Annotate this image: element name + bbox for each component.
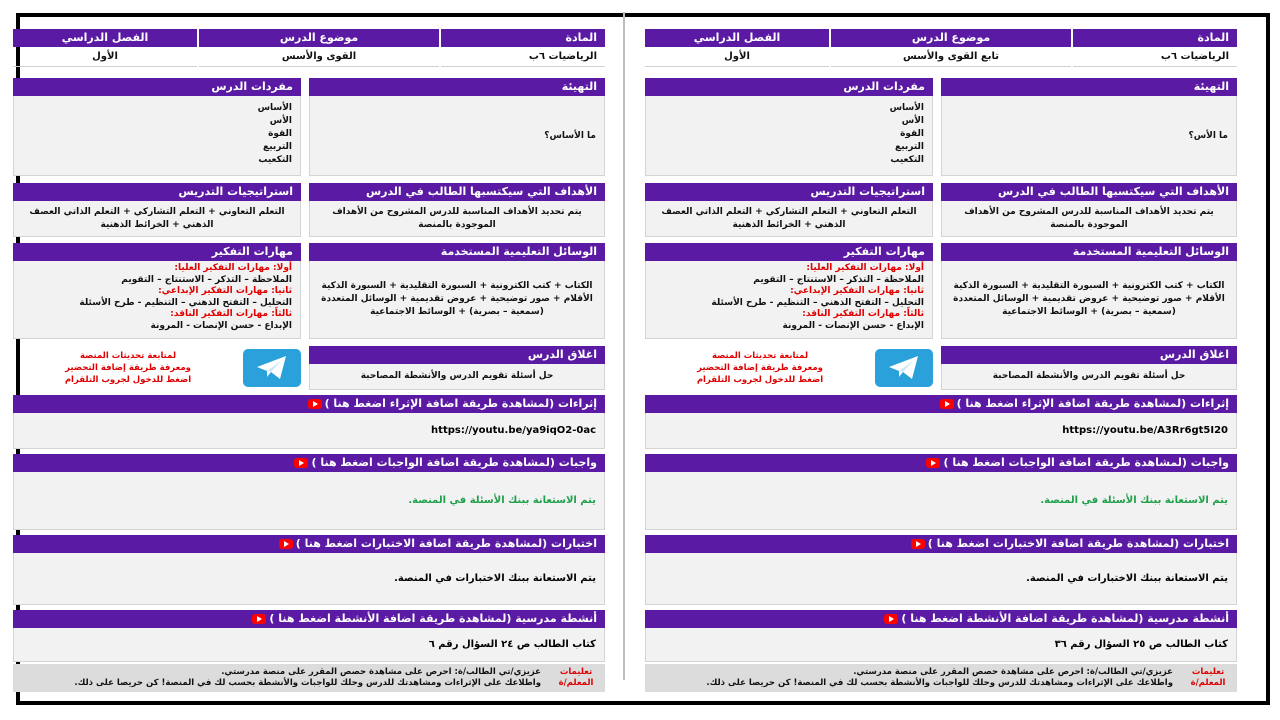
enrich-box (13, 413, 605, 449)
thinking-skills-2: التحليل – التفتح الذهني – التنظيم - طرح الأسئلة (79, 297, 292, 308)
telegram-icon[interactable] (875, 349, 933, 387)
enrich-video-link[interactable]: (لمشاهدة طريقة اضافة الإثراء اضغط هنا ) (324, 397, 555, 410)
youtube-icon[interactable] (940, 399, 954, 409)
subject-value: الرياضيات ٦ب (1073, 48, 1237, 67)
page-divider (623, 12, 625, 680)
thinking-level-2: ثانيا: مهارات التفكير الإبداعي: (158, 286, 292, 296)
goals-box (941, 201, 1237, 237)
goals-box (309, 201, 605, 237)
closing-text: حل أسئلة تقويم الدرس والأنشطة المصاحبة (360, 371, 554, 381)
col-topic-header: موضوع الدرس (199, 29, 439, 47)
vocab-header: مفردات الدرس (13, 78, 301, 96)
vocab-item: التكعيب (890, 155, 924, 165)
telegram-promo[interactable] (645, 348, 933, 388)
vocab-item: القوة (900, 129, 924, 139)
vocab-box (645, 96, 933, 176)
homework-video-link[interactable]: (لمشاهدة طريقة اضافة الواجبات اضغط هنا ) (943, 456, 1187, 469)
youtube-icon[interactable] (294, 458, 308, 468)
promo-line: ومعرفة طريقة إضافة التحضير (65, 363, 191, 373)
warmup-header: التهيئة (941, 78, 1237, 96)
homework-label: واجبات (1190, 456, 1229, 469)
warmup-box (941, 96, 1237, 176)
warmup-text: ما الأس؟ (1188, 130, 1228, 141)
telegram-promo-text[interactable] (685, 350, 835, 386)
tests-box (13, 553, 605, 605)
youtube-icon[interactable] (308, 399, 322, 409)
activities-header (645, 610, 1237, 628)
tests-label: اختبارات (551, 537, 597, 550)
thinking-level-1: أولا: مهارات التفكير العليا: (806, 263, 924, 273)
strategies-text: التعلم التعاوني + التعلم التشاركي + التعلم الذاتي العصف الذهني + الخرائط الذهنية (29, 206, 285, 230)
aids-text: الكتاب + كتب الكترونية + السبورة التقليدية + السبورة الذكية الأقلام + صور توضيحية + عروض تقديمية + الوسائل المتعددة (سمعية – بصرية) + الوسائط الاجتماعية (321, 281, 593, 317)
term-value: الأول (13, 48, 197, 67)
col-subject-header: المادة (441, 29, 605, 47)
vocab-item: الأساس (889, 103, 924, 113)
homework-box (645, 472, 1237, 530)
youtube-icon[interactable] (252, 614, 266, 624)
warmup-box (309, 96, 605, 176)
vocab-item: التربيع (895, 142, 924, 152)
activities-box (645, 628, 1237, 662)
col-subject-header: المادة (1073, 29, 1237, 47)
subject-value: الرياضيات ٦ب (441, 48, 605, 67)
activities-video-link[interactable]: (لمشاهدة طريقة اضافة الأنشطة اضغط هنا ) (269, 612, 512, 625)
homework-header (13, 454, 605, 472)
enrich-header (645, 395, 1237, 413)
strategies-header: استراتيجيات التدريس (645, 183, 933, 201)
activities-label: أنشطة مدرسية (515, 612, 597, 625)
vocab-box (13, 96, 301, 176)
thinking-level-3: ثالثاً: مهارات التفكير الناقد: (170, 309, 292, 319)
enrich-label: إثراءات (558, 397, 597, 410)
closing-text: حل أسئلة تقويم الدرس والأنشطة المصاحبة (992, 371, 1186, 381)
strategies-box (13, 201, 301, 237)
vocab-item: التكعيب (258, 155, 292, 165)
teacher-line: واطلاعك على الإثراءات ومشاهدتك للدرس وحلك للواجبات والأنشطة بحسب لك في المنصة! كن حريصا على ذلك. (706, 678, 1173, 688)
aids-header: الوسائل التعليمية المستخدمة (309, 243, 605, 261)
vocab-item: الأساس (257, 103, 292, 113)
tests-header (13, 535, 605, 553)
promo-line: ومعرفة طريقة إضافة التحضير (697, 363, 823, 373)
aids-box (309, 261, 605, 339)
promo-line: لمتابعة تحديثات المنصة (79, 351, 177, 361)
promo-line: لمتابعة تحديثات المنصة (711, 351, 809, 361)
telegram-promo[interactable] (13, 348, 301, 388)
teacher-instructions-label: تعليمات المعلم/ة (1190, 667, 1226, 688)
activities-box (13, 628, 605, 662)
activities-video-link[interactable]: (لمشاهدة طريقة اضافة الأنشطة اضغط هنا ) (901, 612, 1144, 625)
aids-text: الكتاب + كتب الكترونية + السبورة التقليدية + السبورة الذكية الأقلام + صور توضيحية + عروض تقديمية + الوسائل المتعددة (سمعية – بصرية) + الوسائط الاجتماعية (953, 281, 1225, 317)
teacher-instructions-text (700, 667, 1179, 689)
youtube-icon[interactable] (279, 539, 293, 549)
lesson-sheet-right (645, 14, 1237, 688)
vocab-header: مفردات الدرس (645, 78, 933, 96)
col-term-header: الفصل الدراسي (645, 29, 829, 47)
aids-box (941, 261, 1237, 339)
goals-header: الأهداف التي سيكتسبها الطالب في الدرس (941, 183, 1237, 201)
thinking-skills-1: الملاحظة – التذكر – الاستنتاج – التقويم (121, 274, 292, 285)
activities-text: كتاب الطالب ص ٢٥ السؤال رقم ٣٦ (1054, 639, 1228, 650)
closing-box (309, 364, 605, 390)
enrich-label: إثراءات (1190, 397, 1229, 410)
closing-header: اغلاق الدرس (941, 346, 1237, 364)
youtube-icon[interactable] (884, 614, 898, 624)
homework-header (645, 454, 1237, 472)
topic-value: القوى والأسس (199, 48, 439, 67)
enrich-url[interactable]: https://youtu.be/A3Rr6gt5I20 (1062, 425, 1228, 436)
strategies-text: التعلم التعاوني + التعلم التشاركي + التعلم الذاتي العصف الذهني + الخرائط الذهنية (661, 206, 917, 230)
thinking-skills-2: التحليل – التفتح الذهني – التنظيم - طرح الأسئلة (711, 297, 924, 308)
thinking-header: مهارات التفكير (645, 243, 933, 261)
homework-text: يتم الاستعانة ببنك الأسئلة في المنصة. (1040, 495, 1228, 506)
warmup-text: ما الأساس؟ (544, 130, 596, 141)
tests-text: يتم الاستعانة ببنك الاختبارات في المنصة. (394, 573, 596, 584)
teacher-instructions-label: تعليمات المعلم/ة (558, 667, 594, 688)
activities-header (13, 610, 605, 628)
thinking-header: مهارات التفكير (13, 243, 301, 261)
thinking-box (13, 261, 301, 339)
teacher-instructions (13, 664, 605, 692)
teacher-line: عزيزي/تي الطالب/ة: احرص على مشاهدة حصص المقرر على منصة مدرستي. (853, 667, 1173, 677)
term-value: الأول (645, 48, 829, 67)
telegram-promo-text[interactable] (53, 350, 203, 386)
vocab-item: الأس (269, 116, 292, 126)
homework-label: واجبات (558, 456, 597, 469)
tests-header (645, 535, 1237, 553)
enrich-header (13, 395, 605, 413)
closing-box (941, 364, 1237, 390)
topic-value: تابع القوى والأسس (831, 48, 1071, 67)
thinking-box (645, 261, 933, 339)
goals-header: الأهداف التي سيكتسبها الطالب في الدرس (309, 183, 605, 201)
thinking-skills-3: الإبداع - حسن الإنصات - المرونة (782, 320, 924, 331)
homework-box (13, 472, 605, 530)
homework-video-link[interactable]: (لمشاهدة طريقة اضافة الواجبات اضغط هنا ) (311, 456, 555, 469)
youtube-icon[interactable] (926, 458, 940, 468)
enrich-video-link[interactable]: (لمشاهدة طريقة اضافة الإثراء اضغط هنا ) (956, 397, 1187, 410)
strategies-header: استراتيجيات التدريس (13, 183, 301, 201)
vocab-item: التربيع (263, 142, 292, 152)
vocab-item: الأس (901, 116, 924, 126)
tests-label: اختبارات (1183, 537, 1229, 550)
warmup-header: التهيئة (309, 78, 605, 96)
teacher-line: واطلاعك على الإثراءات ومشاهدتك للدرس وحلك للواجبات والأنشطة بحسب لك في المنصة! كن حريصا على ذلك. (74, 678, 541, 688)
teacher-instructions (645, 664, 1237, 692)
homework-text: يتم الاستعانة ببنك الأسئلة في المنصة. (408, 495, 596, 506)
youtube-icon[interactable] (911, 539, 925, 549)
vocab-item: القوة (268, 129, 292, 139)
promo-line: اضغط للدخول لجروب التلقرام (64, 375, 192, 385)
thinking-level-1: أولا: مهارات التفكير العليا: (174, 263, 292, 273)
tests-video-link[interactable]: (لمشاهدة طريقة اضافة الاختبارات اضغط هنا ) (295, 537, 548, 550)
lesson-sheet-left (13, 14, 605, 688)
enrich-box (645, 413, 1237, 449)
closing-header: اغلاق الدرس (309, 346, 605, 364)
teacher-instructions-text (68, 667, 547, 689)
strategies-box (645, 201, 933, 237)
col-topic-header: موضوع الدرس (831, 29, 1071, 47)
tests-video-link[interactable]: (لمشاهدة طريقة اضافة الاختبارات اضغط هنا ) (927, 537, 1180, 550)
activities-text: كتاب الطالب ص ٢٤ السؤال رقم ٦ (428, 639, 596, 650)
thinking-level-3: ثالثاً: مهارات التفكير الناقد: (802, 309, 924, 319)
telegram-icon[interactable] (243, 349, 301, 387)
activities-label: أنشطة مدرسية (1147, 612, 1229, 625)
promo-line: اضغط للدخول لجروب التلقرام (696, 375, 824, 385)
col-term-header: الفصل الدراسي (13, 29, 197, 47)
tests-text: يتم الاستعانة ببنك الاختبارات في المنصة. (1026, 573, 1228, 584)
thinking-level-2: ثانيا: مهارات التفكير الإبداعي: (790, 286, 924, 296)
aids-header: الوسائل التعليمية المستخدمة (941, 243, 1237, 261)
goals-text: يتم تحديد الأهداف المناسبة للدرس المشروح من الأهداف الموجودة بالمنصة (332, 206, 582, 230)
goals-text: يتم تحديد الأهداف المناسبة للدرس المشروح من الأهداف الموجودة بالمنصة (964, 206, 1214, 230)
thinking-skills-1: الملاحظة – التذكر – الاستنتاج – التقويم (753, 274, 924, 285)
tests-box (645, 553, 1237, 605)
enrich-url[interactable]: https://youtu.be/ya9iqO2-0ac (431, 425, 596, 436)
thinking-skills-3: الإبداع - حسن الإنصات - المرونة (150, 320, 292, 331)
teacher-line: عزيزي/تي الطالب/ة: احرص على مشاهدة حصص المقرر على منصة مدرستي. (221, 667, 541, 677)
